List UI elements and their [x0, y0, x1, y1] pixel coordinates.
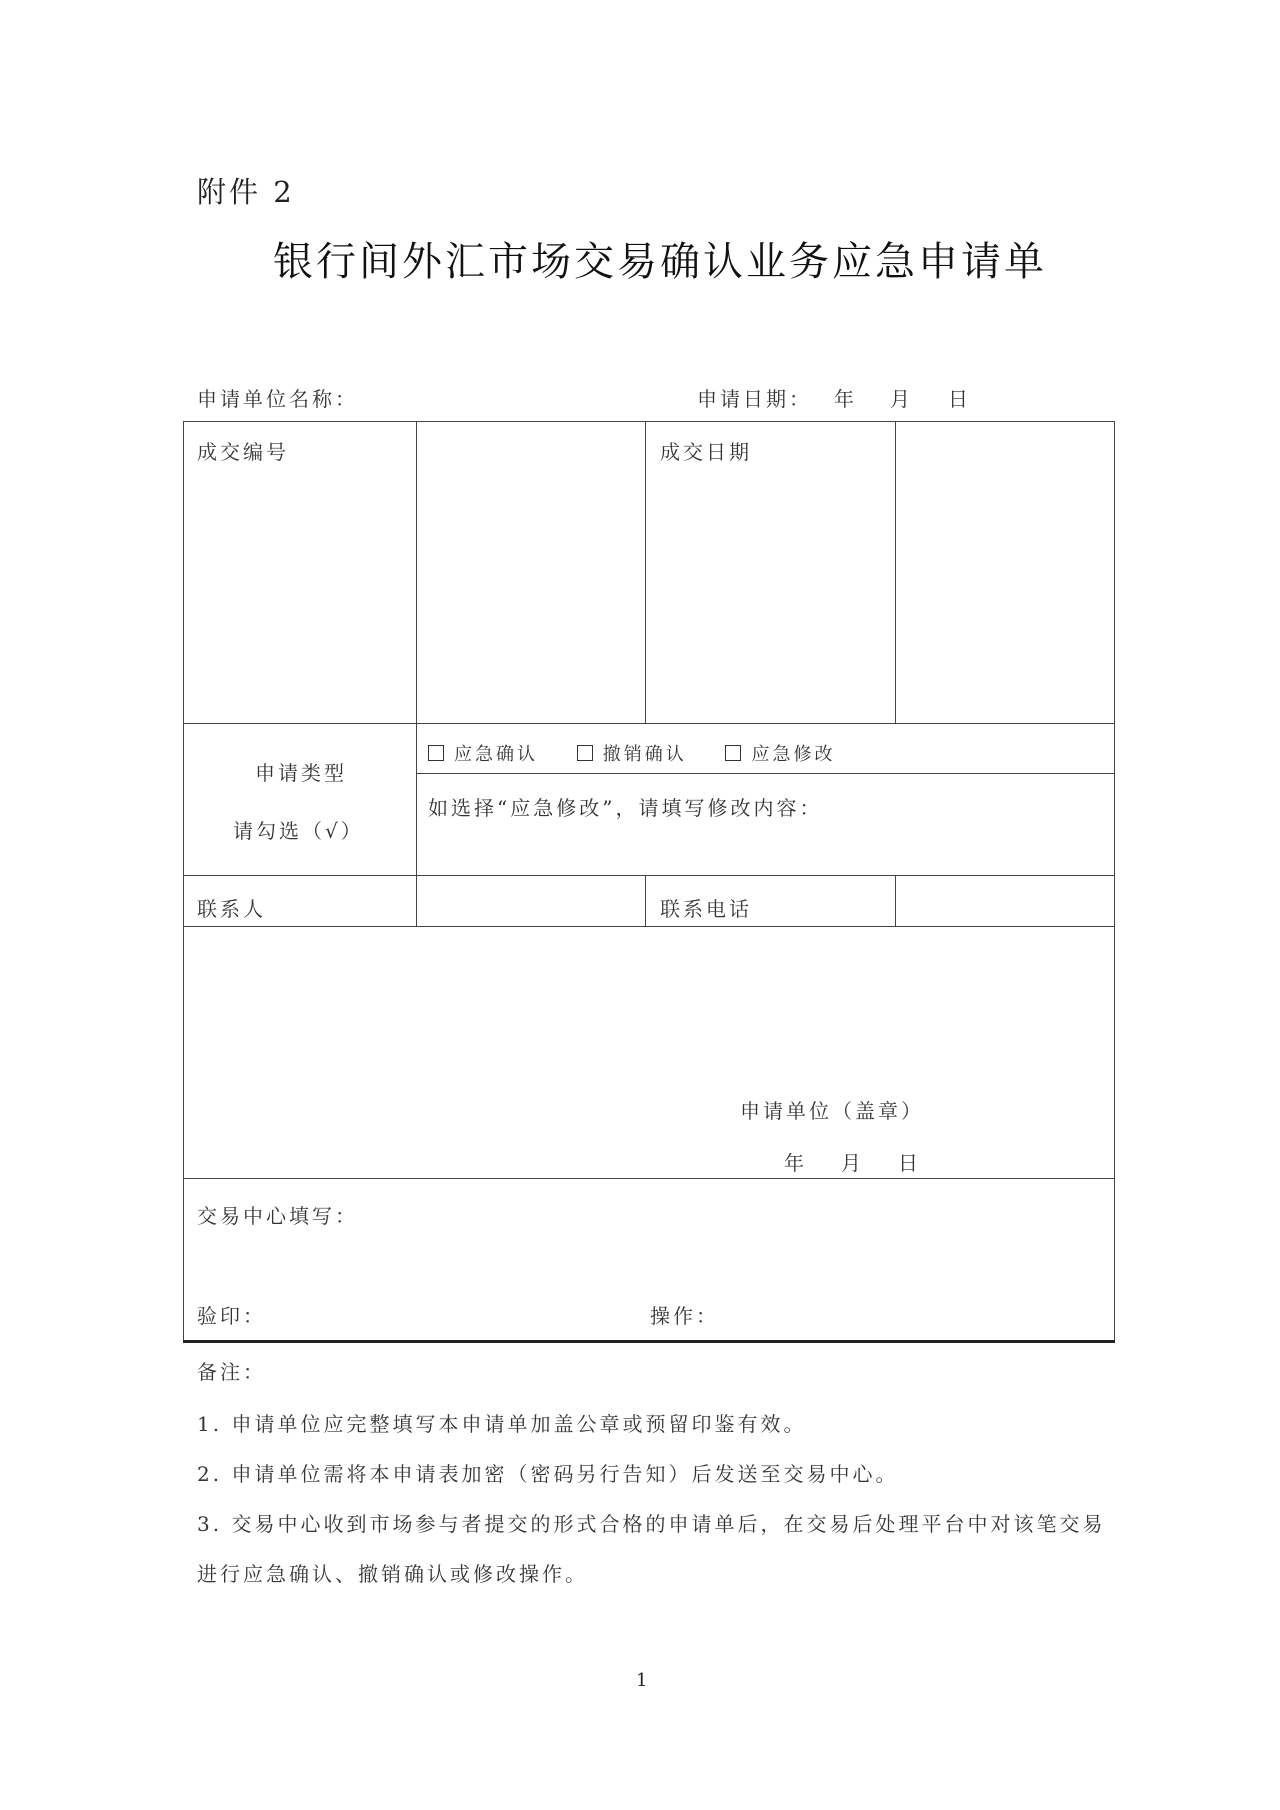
- row-divider: [183, 1178, 1115, 1179]
- col-divider: [416, 723, 417, 875]
- col-divider: [645, 875, 646, 926]
- deal-date-field[interactable]: [897, 423, 1112, 721]
- verify-seal-label: 验印：: [197, 1304, 266, 1328]
- checkbox-icon[interactable]: [428, 745, 444, 761]
- modify-content-field[interactable]: [418, 822, 1112, 872]
- col-divider: [895, 421, 896, 723]
- notes-title: 备注：: [197, 1360, 266, 1384]
- applicant-name-label: 申请单位名称：: [197, 387, 358, 411]
- checkbox-icon[interactable]: [725, 745, 741, 761]
- row-divider: [183, 723, 1115, 724]
- operate-label: 操作：: [650, 1304, 719, 1328]
- page-title: 银行间外汇市场交易确认业务应急申请单: [273, 239, 1047, 285]
- stamp-date-day: 日: [898, 1151, 921, 1175]
- option-emergency-confirm[interactable]: 应急确认: [428, 740, 538, 766]
- table-bottom-border: [183, 1340, 1115, 1343]
- contact-label: 联系人: [197, 897, 266, 921]
- apply-date-month: 月: [890, 387, 913, 411]
- row-divider: [416, 773, 1115, 774]
- option-emergency-modify[interactable]: 应急修改: [725, 740, 835, 766]
- apply-type-options: [428, 740, 865, 766]
- note-item: 3. 交易中心收到市场参与者提交的形式合格的申请单后，在交易后处理平台中对该笔交易: [197, 1512, 1106, 1536]
- apply-date-label: 申请日期：: [697, 387, 812, 411]
- col-divider: [895, 875, 896, 926]
- modify-hint: 如选择“应急修改”，请填写修改内容：: [428, 796, 823, 820]
- stamp-label: 申请单位（盖章）: [740, 1099, 924, 1123]
- option-revoke-confirm[interactable]: 撤销确认: [577, 740, 687, 766]
- col-divider: [645, 421, 646, 723]
- apply-date-day: 日: [948, 387, 971, 411]
- phone-label: 联系电话: [660, 897, 752, 921]
- deal-no-label: 成交编号: [197, 440, 289, 464]
- phone-field[interactable]: [897, 877, 1112, 924]
- col-divider: [416, 421, 417, 723]
- apply-date-year: 年: [834, 387, 857, 411]
- deal-date-label: 成交日期: [660, 440, 752, 464]
- attachment-label: 附件 2: [197, 175, 295, 209]
- stamp-date-month: 月: [841, 1151, 864, 1175]
- row-divider: [183, 875, 1115, 876]
- checkbox-icon[interactable]: [577, 745, 593, 761]
- apply-type-label: 申请类型: [255, 761, 347, 785]
- apply-type-hint: 请勾选（√）: [233, 819, 364, 843]
- note-item: 1. 申请单位应完整填写本申请单加盖公章或预留印鉴有效。: [197, 1412, 807, 1436]
- note-item: 进行应急确认、撤销确认或修改操作。: [197, 1562, 588, 1586]
- center-fill-label: 交易中心填写：: [197, 1204, 358, 1228]
- row-divider: [183, 926, 1115, 927]
- note-item: 2. 申请单位需将本申请表加密（密码另行告知）后发送至交易中心。: [197, 1462, 899, 1486]
- contact-field[interactable]: [418, 877, 643, 924]
- col-divider: [416, 875, 417, 926]
- page-number: 1: [636, 1670, 648, 1691]
- deal-no-field[interactable]: [418, 423, 643, 721]
- stamp-date-year: 年: [784, 1151, 807, 1175]
